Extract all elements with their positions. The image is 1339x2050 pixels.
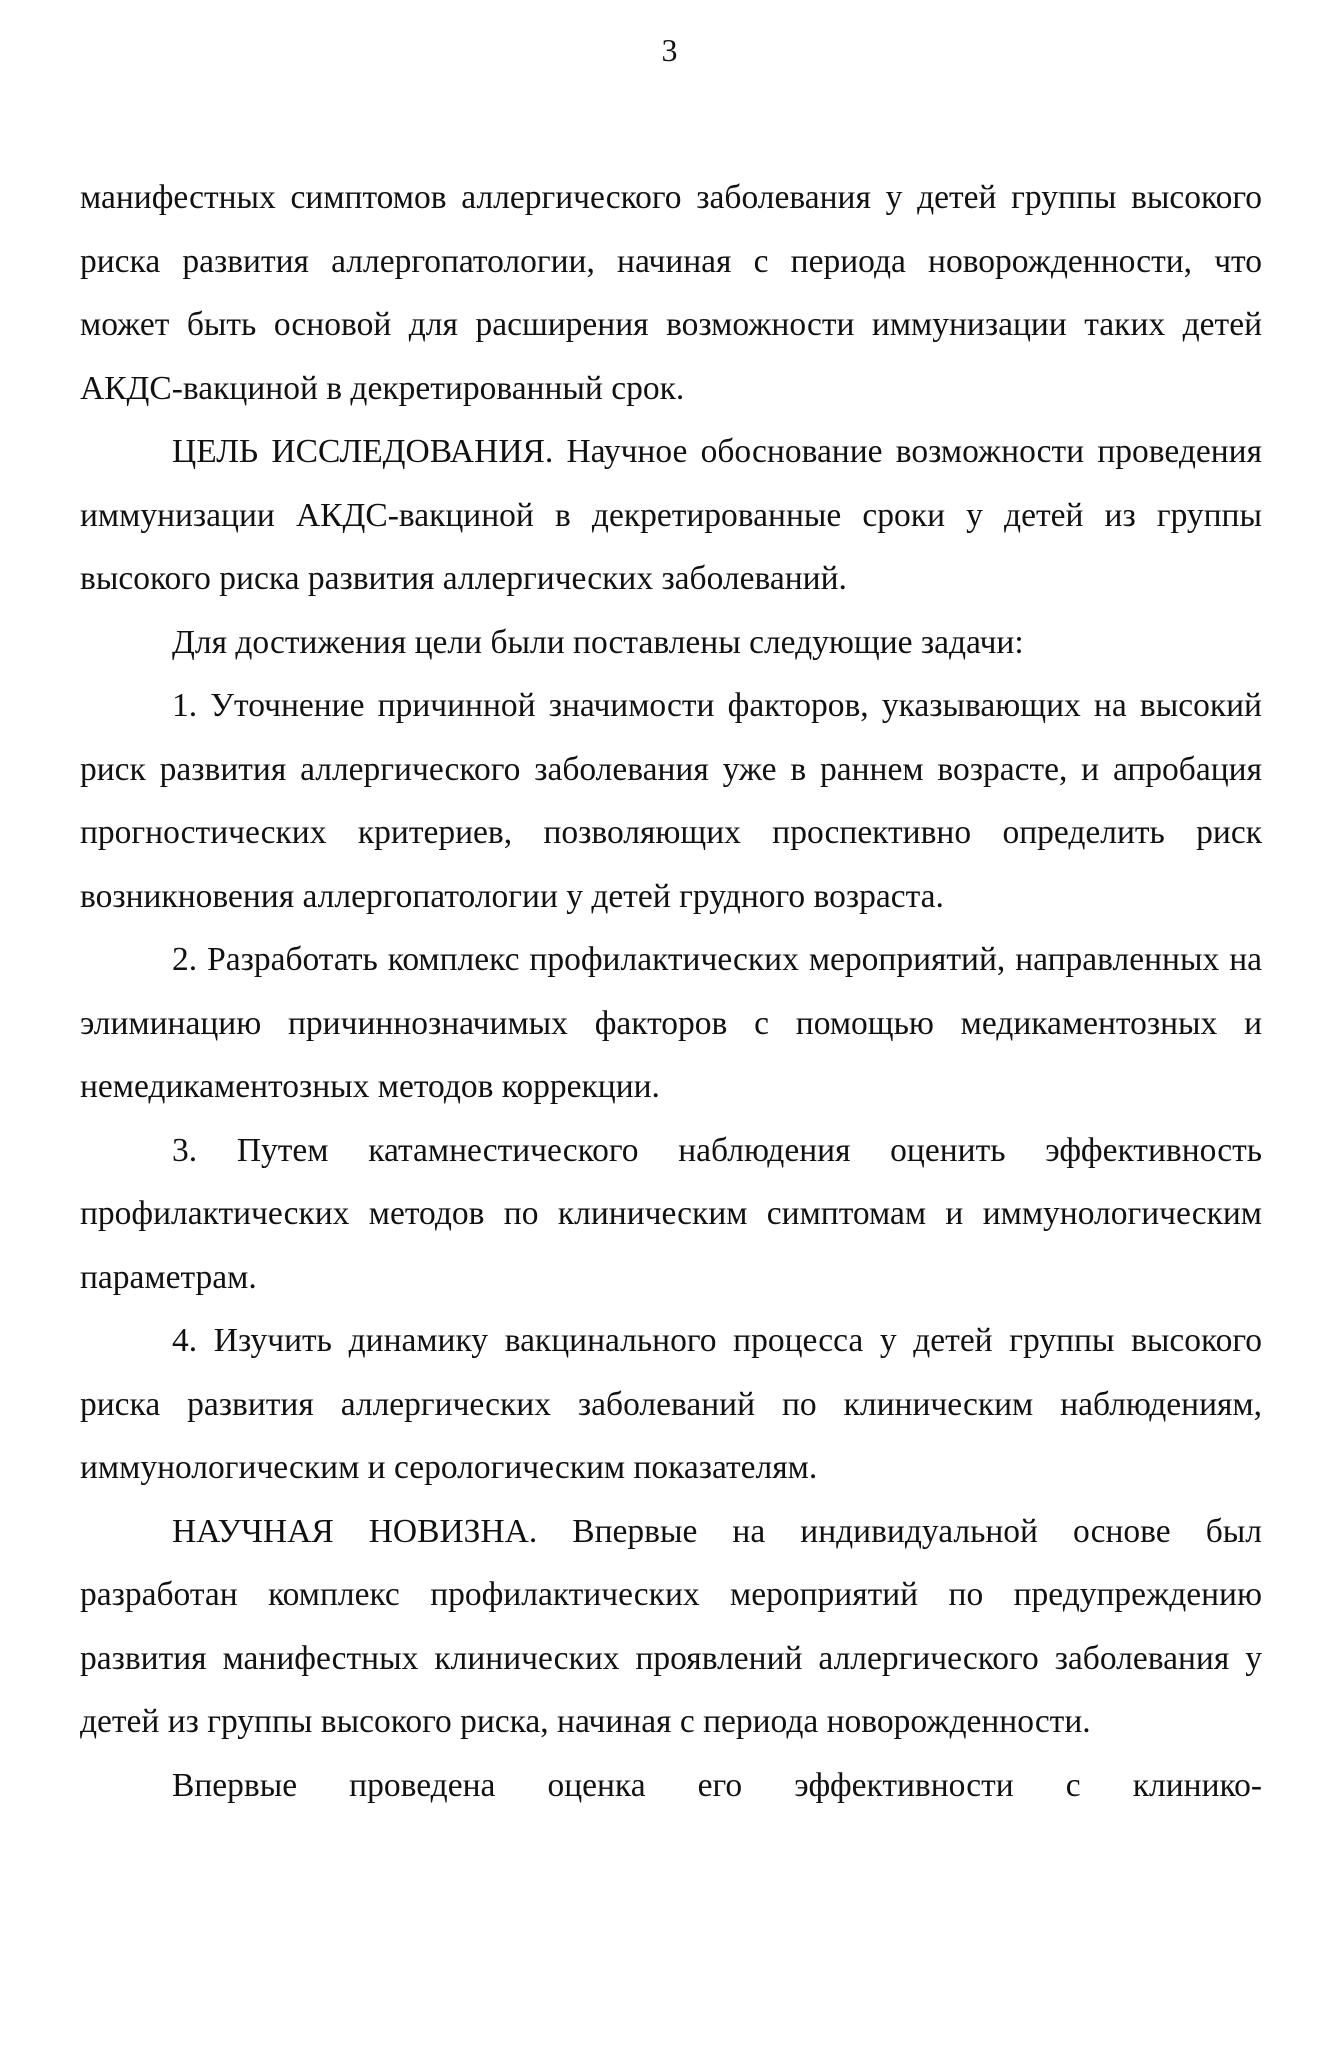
paragraph-tasks-intro: Для достижения цели были поставлены следующие задачи: [172,623,1024,661]
paragraph-scientific-novelty: НАУЧНАЯ НОВИЗНА. Впервые на индивидуальной основе был разработан комплекс профилактических мероприятий по предупреждению развития манифестных клинических проявлений аллергического заболевания у детей из группы высокого риска, начиная с периода новорожденности. [80,1512,1262,1740]
paragraph-study-goal: ЦЕЛЬ ИССЛЕДОВАНИЯ. Научное обоснование возможности проведения иммунизации АКДС-вакциной в декретированные сроки у детей из группы высокого риска развития аллергических заболеваний. [80,433,1262,597]
paragraph-task-2: 2. Разработать комплекс профилактических мероприятий, направленных на элиминацию причиннозначимых факторов с помощью медикаментозных и немедикаментозных методов коррекции. [80,941,1262,1105]
paragraph-task-1: 1. Уточнение причинной значимости факторов, указывающих на высокий риск развития аллергического заболевания уже в раннем возрасте, и апробация прогностических критериев, позволяющих проспективно определить риск возникновения аллергопатологии у детей грудного возраста. [80,687,1262,915]
paragraph-efficiency-evaluation: Впервые проведена оценка его эффективности с клинико- [172,1766,1262,1804]
paragraph-task-4: 4. Изучить динамику вакцинального процесса у детей группы высокого риска развития аллергических заболеваний по клиническим наблюдениям, иммунологическим и серологическим показателям. [80,1322,1262,1486]
paragraph-continuation: манифестных симптомов аллергического заболевания у детей группы высокого риска развития аллергопатологии, начиная с периода новорожденности, что может быть основой для расширения возможности иммунизации таких детей АКДС-вакциной в декретированный срок. [80,179,1262,407]
paragraph-task-3: 3. Путем катамнестического наблюдения оценить эффективность профилактических методов по клиническим симптомам и иммунологическим параметрам. [80,1131,1262,1296]
page-number: 3 [661,32,678,68]
document-body [80,166,1262,1817]
